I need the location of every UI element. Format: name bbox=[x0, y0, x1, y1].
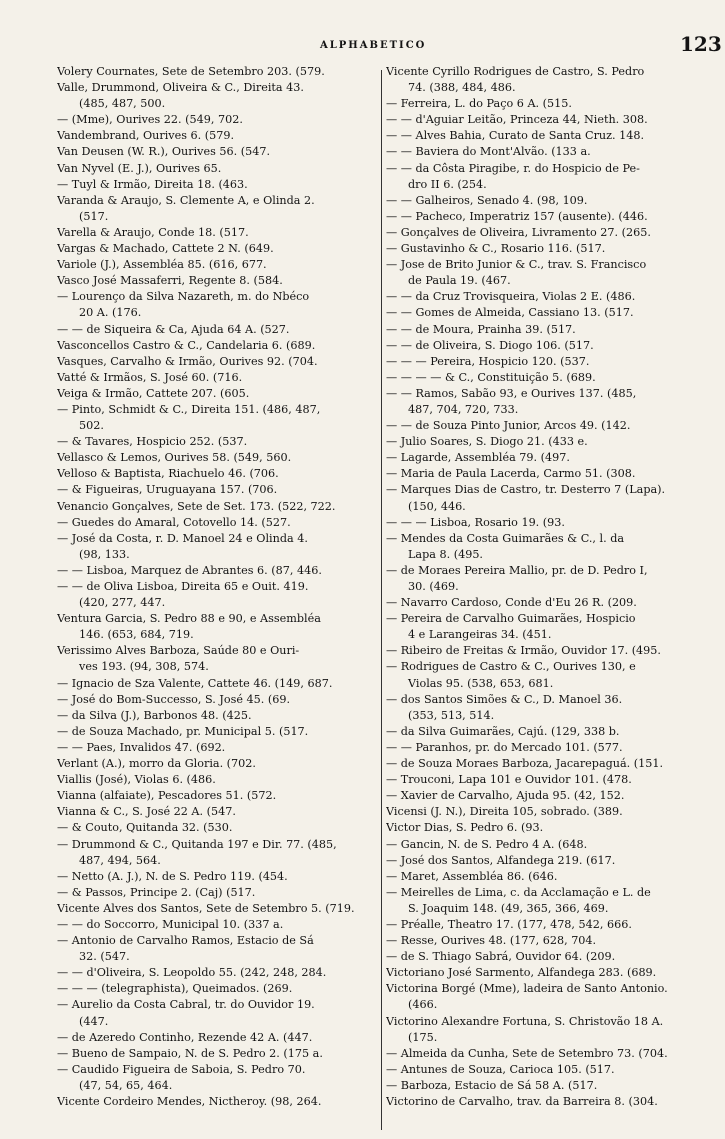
directory-entry-line: 502. bbox=[79, 419, 104, 433]
directory-entry-line: Lapa 8. (495. bbox=[408, 547, 483, 561]
directory-entry-line: Verissimo Alves Barboza, Saúde 80 e Ouri- bbox=[57, 644, 300, 658]
directory-entry-line: Vargas & Machado, Cattete 2 N. (649. bbox=[57, 242, 274, 256]
directory-entry-line: Volery Cournates, Sete de Setembro 203. (579. bbox=[57, 65, 325, 78]
directory-entry-line: Vianna (alfaiate), Pescadores 51. (572. bbox=[57, 789, 277, 803]
directory-entry-line: — Almeida da Cunha, Sete de Setembro 73. (704. bbox=[386, 1046, 668, 1060]
directory-entry-line: Varanda & Araujo, S. Clemente A, e Olinda 2. bbox=[57, 193, 315, 207]
directory-entry-line: — Julio Soares, S. Diogo 21. (433 e. bbox=[386, 435, 588, 449]
directory-entry-line: — Lagarde, Assembléa 79. (497. bbox=[386, 451, 570, 465]
directory-entry-line: Ventura Garcia, S. Pedro 88 e 90, e Assembléa bbox=[57, 612, 321, 626]
directory-entry-line: — — — — & C., Constituição 5. (689. bbox=[386, 370, 596, 384]
directory-entry-line: — Resse, Ourives 48. (177, 628, 704. bbox=[386, 934, 597, 948]
directory-entry-line: — (Mme), Ourives 22. (549, 702. bbox=[57, 113, 243, 127]
directory-entry-line: Velloso & Baptista, Riachuelo 46. (706. bbox=[57, 467, 279, 481]
directory-entry-line: (485, 487, 500. bbox=[79, 97, 166, 111]
directory-entry-line: 487, 494, 564. bbox=[79, 853, 161, 867]
directory-entry-line: 32. (547. bbox=[79, 950, 130, 964]
directory-entry-line: — — de Siqueira & Ca, Ajuda 64 A. (527. bbox=[57, 322, 290, 336]
directory-entry-line: Valle, Drummond, Oliveira & C., Direita 43. bbox=[57, 81, 304, 95]
directory-entry-line: — — Galheiros, Senado 4. (98, 109. bbox=[386, 193, 588, 207]
directory-entry-line: — Gustavinho & C., Rosario 116. (517. bbox=[386, 242, 606, 256]
directory-entry-line: — Mendes da Costa Guimarães & C., l. da bbox=[386, 531, 625, 545]
directory-entry-line: (150, 446. bbox=[408, 499, 466, 513]
directory-entry-line: — Aurelio da Costa Cabral, tr. do Ouvidor 19. bbox=[57, 998, 315, 1012]
directory-entry-line: — — Paes, Invalidos 47. (692. bbox=[57, 740, 226, 754]
directory-entry-line: Vasco José Massaferri, Regente 8. (584. bbox=[57, 274, 283, 288]
directory-entry-line: — & Passos, Principe 2. (Caj) (517. bbox=[57, 885, 256, 899]
directory-entry-line: — dos Santos Simões & C., D. Manoel 36. bbox=[386, 692, 623, 706]
directory-entry-line: — — Gomes de Almeida, Cassiano 13. (517. bbox=[386, 306, 634, 320]
directory-entry-line: — Maret, Assembléa 86. (646. bbox=[386, 869, 558, 883]
directory-entry-line: — da Silva (J.), Barbonos 48. (425. bbox=[57, 708, 252, 722]
directory-entry-line: — — de Souza Pinto Junior, Arcos 49. (142. bbox=[386, 419, 631, 433]
directory-entry-line: (47, 54, 65, 464. bbox=[79, 1078, 173, 1092]
directory-entry-line: — Pinto, Schmidt & C., Direita 151. (486, 487, bbox=[57, 402, 321, 416]
directory-entry-line: Victorino de Carvalho, trav. da Barreira 8. (304. bbox=[386, 1095, 658, 1108]
left-column bbox=[57, 64, 379, 1110]
directory-entry-line: — de Moraes Pereira Mallio, pr. de D. Pedro I, bbox=[386, 563, 648, 577]
directory-entry-line: (447. bbox=[79, 1014, 109, 1028]
directory-entry-line: — & Tavares, Hospicio 252. (537. bbox=[57, 435, 248, 449]
directory-entry-line: — — Pacheco, Imperatriz 157 (ausente). (446. bbox=[386, 209, 648, 223]
directory-entry-line: — — Paranhos, pr. do Mercado 101. (577. bbox=[386, 740, 623, 754]
directory-entry-line: — — d'Oliveira, S. Leopoldo 55. (242, 248, 284. bbox=[57, 966, 327, 980]
directory-entry-line: — Ferreira, L. do Paço 6 A. (515. bbox=[386, 97, 572, 111]
directory-entry-line: (466. bbox=[408, 998, 438, 1012]
directory-entry-line: — — de Oliveira, S. Diogo 106. (517. bbox=[386, 338, 594, 352]
directory-entry-line: — — da Côsta Piragibe, r. do Hospicio de Pe- bbox=[386, 161, 640, 175]
directory-entry-line: — — Ramos, Sabão 93, e Ourives 137. (485, bbox=[386, 386, 637, 400]
directory-entry-line: (420, 277, 447. bbox=[79, 596, 166, 610]
directory-entry-line: — José do Bom-Successo, S. José 45. (69. bbox=[57, 692, 291, 706]
directory-entry-line: Viallis (José), Violas 6. (486. bbox=[57, 773, 216, 787]
page-number: 123 bbox=[680, 32, 722, 56]
directory-entry-line: — — de Oliva Lisboa, Direita 65 e Ouit. 419. bbox=[57, 580, 309, 593]
directory-entry-line: 487, 704, 720, 733. bbox=[408, 402, 519, 416]
directory-entry-line: — José da Costa, r. D. Manoel 24 e Olinda 4. bbox=[57, 531, 308, 545]
directory-entry-line: Vatté & Irmãos, S. José 60. (716. bbox=[57, 370, 243, 384]
directory-entry-line: — Barboza, Estacio de Sá 58 A. (517. bbox=[386, 1078, 598, 1092]
directory-entry-line: Vasconcellos Castro & C., Candelaria 6. (689. bbox=[57, 338, 316, 352]
directory-entry-line: Vellasco & Lemos, Ourives 58. (549, 560. bbox=[57, 451, 292, 465]
directory-entry-line: (175. bbox=[408, 1030, 438, 1044]
directory-entry-line: de Paula 19. (467. bbox=[408, 274, 511, 288]
directory-entry-line: ves 193. (94, 308, 574. bbox=[79, 660, 209, 674]
directory-entry-line: — da Silva Guimarães, Cajú. (129, 338 b. bbox=[386, 724, 620, 738]
directory-entry-line: — — d'Aguiar Leitão, Princeza 44, Nieth. 308. bbox=[386, 113, 648, 127]
directory-entry-line: — & Couto, Quitanda 32. (530. bbox=[57, 821, 233, 835]
directory-entry-line: — Antonio de Carvalho Ramos, Estacio de Sá bbox=[57, 934, 314, 948]
directory-entry-line: — Ignacio de Sza Valente, Cattete 46. (149, 687. bbox=[57, 676, 333, 690]
directory-entry-line: — Bueno de Sampaio, N. de S. Pedro 2. (175 a. bbox=[57, 1046, 323, 1060]
directory-entry-line: — Rodrigues de Castro & C., Ourives 130, e bbox=[386, 660, 636, 674]
directory-entry-line: Van Nyvel (E. J.), Ourives 65. bbox=[57, 161, 222, 175]
directory-entry-line: — Guedes do Amaral, Cotovello 14. (527. bbox=[57, 515, 291, 529]
directory-entry-line: 74. (388, 484, 486. bbox=[408, 81, 516, 95]
directory-entry-line: Victorina Borgé (Mme), ladeira de Santo Antonio. bbox=[386, 982, 668, 996]
column-divider bbox=[381, 70, 382, 1130]
directory-entry-line: — — Lisboa, Marquez de Abrantes 6. (87, 446. bbox=[57, 563, 322, 577]
directory-entry-line: — de Souza Moraes Barboza, Jacarepaguá. (151. bbox=[386, 757, 664, 771]
directory-entry-line: — Netto (A. J.), N. de S. Pedro 119. (454. bbox=[57, 869, 288, 883]
directory-entry-line: — — de Moura, Prainha 39. (517. bbox=[386, 322, 576, 336]
directory-entry-line: 20 A. (176. bbox=[79, 306, 142, 320]
directory-entry-line: Verlant (A.), morro da Gloria. (702. bbox=[57, 757, 256, 771]
directory-entry-line: — Caudido Figueira de Saboia, S. Pedro 70. bbox=[57, 1062, 306, 1076]
directory-entry-line: Vicente Alves dos Santos, Sete de Setembro 5. (719. bbox=[57, 901, 355, 915]
directory-entry-line: — de S. Thiago Sabrá, Ouvidor 64. (209. bbox=[386, 950, 616, 964]
page-header-title: ALPHABETICO bbox=[320, 40, 427, 51]
directory-entry-line: S. Joaquim 148. (49, 365, 366, 469. bbox=[408, 901, 609, 915]
directory-entry-line: — & Figueiras, Uruguayana 157. (706. bbox=[57, 483, 278, 497]
directory-entry-line: Vandembrand, Ourives 6. (579. bbox=[57, 129, 235, 143]
directory-entry-line: — — Alves Bahia, Curato de Santa Cruz. 148. bbox=[386, 129, 645, 143]
directory-entry-line: — Maria de Paula Lacerda, Carmo 51. (308. bbox=[386, 467, 636, 481]
directory-entry-line: — Pereira de Carvalho Guimarães, Hospicio bbox=[386, 612, 636, 626]
directory-entry-line: — Gancin, N. de S. Pedro 4 A. (648. bbox=[386, 837, 588, 851]
directory-entry-line: (517. bbox=[79, 209, 109, 223]
right-column bbox=[386, 64, 708, 1110]
directory-entry-line: — — do Soccorro, Municipal 10. (337 a. bbox=[57, 917, 284, 931]
directory-entry-line: Vicensi (J. N.), Direita 105, sobrado. (389. bbox=[386, 805, 623, 819]
directory-entry-line: — Gonçalves de Oliveira, Livramento 27. (265. bbox=[386, 225, 651, 239]
directory-entry-line: Victorino Alexandre Fortuna, S. Christovão 18 A. bbox=[386, 1014, 664, 1028]
directory-entry-line: — Marques Dias de Castro, tr. Desterro 7 (Lapa). bbox=[386, 483, 666, 497]
directory-entry-line: — de Souza Machado, pr. Municipal 5. (517. bbox=[57, 724, 309, 738]
directory-entry-line: Violas 95. (538, 653, 681. bbox=[408, 676, 554, 690]
directory-entry-line: — Drummond & C., Quitanda 197 e Dir. 77. (485, bbox=[57, 837, 337, 851]
directory-entry-line: — de Azeredo Continho, Rezende 42 A. (447. bbox=[57, 1030, 313, 1044]
directory-entry-line: Victoriano José Sarmento, Alfandega 283. (689. bbox=[386, 966, 657, 980]
directory-entry-line: — Tuyl & Irmão, Direita 18. (463. bbox=[57, 177, 248, 191]
directory-entry-line: (98, 133. bbox=[79, 547, 130, 561]
directory-entry-line: — Trouconi, Lapa 101 e Ouvidor 101. (478. bbox=[386, 773, 632, 787]
directory-entry-line: — Lourenço da Silva Nazareth, m. do Nbéco bbox=[57, 290, 310, 304]
directory-entry-line: Vianna & C., S. José 22 A. (547. bbox=[57, 805, 236, 819]
directory-entry-line: — José dos Santos, Alfandega 219. (617. bbox=[386, 853, 616, 867]
directory-entry-line: Vasques, Carvalho & Irmão, Ourives 92. (704. bbox=[57, 354, 318, 368]
directory-entry-line: Victor Dias, S. Pedro 6. (93. bbox=[386, 821, 544, 835]
directory-entry-line: — — Baviera do Mont'Alvão. (133 a. bbox=[386, 145, 591, 159]
directory-entry-line: Varella & Araujo, Conde 18. (517. bbox=[57, 225, 249, 239]
directory-entry-line: — Ribeiro de Freitas & Irmão, Ouvidor 17. (495. bbox=[386, 644, 661, 658]
directory-entry-line: Venancio Gonçalves, Sete de Set. 173. (522, 722. bbox=[57, 499, 336, 513]
directory-entry-line: — Antunes de Souza, Carioca 105. (517. bbox=[386, 1062, 615, 1076]
directory-entry-line: Veiga & Irmão, Cattete 207. (605. bbox=[57, 386, 250, 400]
directory-entry-line: Vicente Cyrillo Rodrigues de Castro, S. Pedro bbox=[386, 65, 645, 78]
directory-entry-line: — — — Pereira, Hospicio 120. (537. bbox=[386, 354, 590, 368]
directory-entry-line: Variole (J.), Assembléa 85. (616, 677. bbox=[57, 258, 267, 272]
directory-entry-line: — Jose de Brito Junior & C., trav. S. Francisco bbox=[386, 258, 647, 272]
directory-entry-line: dro II 6. (254. bbox=[408, 177, 487, 191]
directory-entry-line: — — — (telegraphista), Queimados. (269. bbox=[57, 982, 293, 996]
directory-entry-line: Vicente Cordeiro Mendes, Nictheroy. (98, 264. bbox=[57, 1095, 322, 1108]
directory-entry-line: 30. (469. bbox=[408, 580, 459, 593]
directory-entry-line: — — da Cruz Trovisqueira, Violas 2 E. (486. bbox=[386, 290, 636, 304]
directory-entry-line: — Préalle, Theatro 17. (177, 478, 542, 666. bbox=[386, 917, 632, 931]
directory-entry-line: — — — Lisboa, Rosario 19. (93. bbox=[386, 515, 565, 529]
directory-entry-line: 146. (653, 684, 719. bbox=[79, 628, 194, 642]
directory-entry-line: 4 e Larangeiras 34. (451. bbox=[408, 628, 552, 642]
directory-entry-line: (353, 513, 514. bbox=[408, 708, 495, 722]
directory-entry-line: — Meirelles de Lima, c. da Acclamação e L. de bbox=[386, 885, 651, 899]
directory-entry-line: — Xavier de Carvalho, Ajuda 95. (42, 152. bbox=[386, 789, 625, 803]
directory-entry-line: — Navarro Cardoso, Conde d'Eu 26 R. (209. bbox=[386, 596, 637, 610]
directory-entry-line: Van Deusen (W. R.), Ourives 56. (547. bbox=[57, 145, 271, 159]
